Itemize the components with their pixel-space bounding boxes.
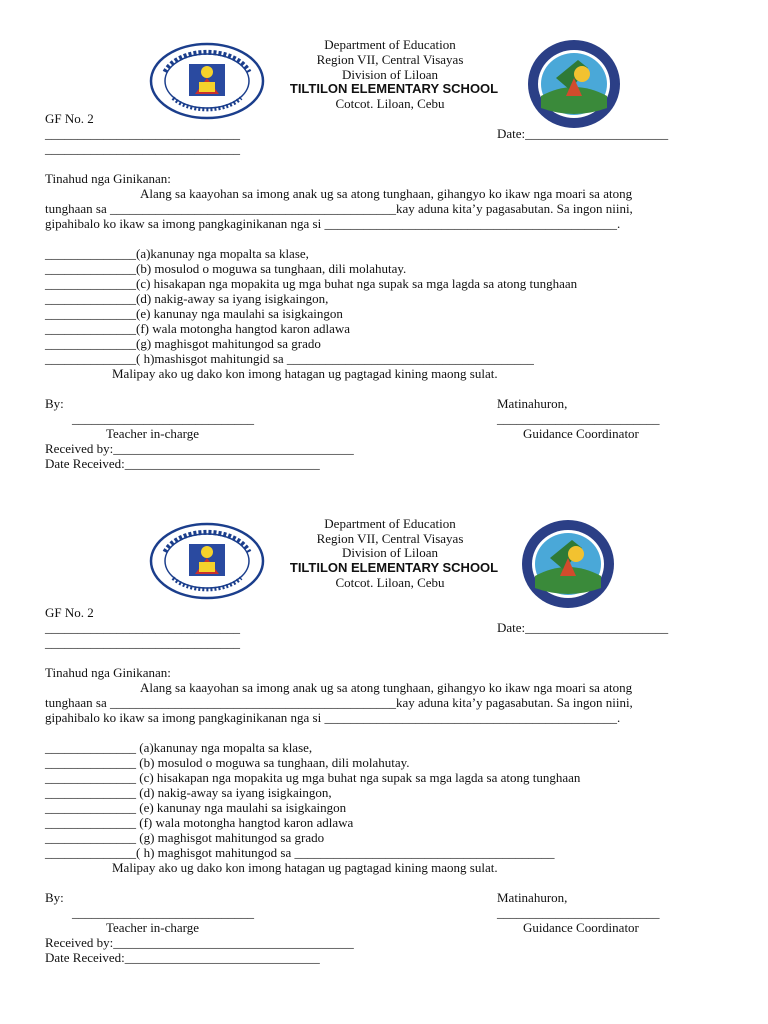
reason-item-h[interactable]: ______________( h)mashisgot mahitungid sa ______________________________________ (45, 351, 534, 366)
dept-name: Department of Education (324, 37, 456, 52)
reason-item-a[interactable]: ______________(a)kanunay nga mopalta sa klase, (45, 246, 309, 261)
reason-item-b[interactable]: ______________(b) mosulod o moguwa sa tunghaan, dili molahutay. (45, 261, 407, 276)
school-address: Cotcot. Liloan, Cebu (335, 575, 445, 590)
school-name: TILTILON ELEMENTARY SCHOOL (289, 560, 499, 575)
name-field-1[interactable]: ______________________________ (45, 126, 240, 141)
date-received-field[interactable]: Date Received:______________________________ (45, 456, 320, 471)
region-name: Region VII, Central Visayas (316, 531, 464, 546)
reason-item-f[interactable]: ______________(f) wala motongha hangtod karon adlawa (45, 321, 351, 336)
name-field-1[interactable]: ______________________________ (45, 620, 240, 635)
gf-number: GF No. 2 (45, 605, 94, 620)
school-address: Cotcot. Liloan, Cebu (335, 96, 445, 111)
guidance-signature-line[interactable]: _________________________ (497, 411, 660, 426)
teacher-label: Teacher in-charge (106, 426, 200, 441)
reason-item-a[interactable]: ______________ (a)kanunay nga mopalta sa klase, (45, 740, 313, 755)
paragraph-line-1: Alang sa kaayohan sa imong anak ug sa atong tunghaan, gihangyo ko ikaw nga moari sa atong (140, 186, 633, 201)
guidance-signature-line[interactable]: _________________________ (497, 905, 660, 920)
division-seal-icon (526, 38, 622, 130)
form-1 (0, 0, 768, 495)
school-name: TILTILON ELEMENTARY SCHOOL (289, 81, 499, 96)
teacher-label: Teacher in-charge (106, 920, 200, 935)
guidance-label: Guidance Coordinator (523, 920, 639, 935)
dept-name: Department of Education (324, 516, 456, 531)
reason-item-c[interactable]: ______________(c) hisakapan nga mopakita ug mga buhat nga supak sa mga lagda sa atong tunghaan (45, 276, 578, 291)
name-field-2[interactable]: ______________________________ (45, 141, 240, 156)
date-field[interactable]: Date:______________________ (497, 620, 669, 635)
date-field[interactable]: Date:______________________ (497, 126, 669, 141)
paragraph-line-2: tunghaan sa ____________________________________________kay aduna kita’y pagasabutan. Sa ingon niini, (45, 695, 633, 710)
reason-item-c[interactable]: ______________ (c) hisakapan nga mopakita ug mga buhat nga supak sa mga lagda sa atong tunghaan (45, 770, 581, 785)
paragraph-line-2: tunghaan sa ____________________________________________kay aduna kita’y pagasabutan. Sa ingon niini, (45, 201, 633, 216)
division-name: Division of Liloan (341, 67, 439, 82)
teacher-signature-line[interactable]: ____________________________ (72, 905, 254, 920)
reason-item-e[interactable]: ______________ (e) kanunay nga maulahi sa isigkaingon (45, 800, 347, 815)
reason-item-d[interactable]: ______________(d) nakig-away sa iyang isigkaingon, (45, 291, 329, 306)
reason-item-g[interactable]: ______________ (g) maghisgot mahitungod sa grado (45, 830, 325, 845)
reason-item-e[interactable]: ______________(e) kanunay nga maulahi sa isigkaingon (45, 306, 343, 321)
reason-item-h[interactable]: ______________( h) maghisgot mahitungod sa ________________________________________ (45, 845, 555, 860)
matinahuron-label: Matinahuron, (497, 890, 568, 905)
matinahuron-label: Matinahuron, (497, 396, 568, 411)
paragraph-line-1: Alang sa kaayohan sa imong anak ug sa atong tunghaan, gihangyo ko ikaw nga moari sa atong (140, 680, 633, 695)
division-name: Division of Liloan (341, 545, 439, 560)
region-name: Region VII, Central Visayas (316, 52, 464, 67)
reason-item-d[interactable]: ______________ (d) nakig-away sa iyang isigkaingon, (45, 785, 332, 800)
reason-item-g[interactable]: ______________(g) maghisgot mahitungod sa grado (45, 336, 321, 351)
received-by-field[interactable]: Received by:_____________________________________ (45, 441, 354, 456)
reason-item-f[interactable]: ______________ (f) wala motongha hangtod karon adlawa (45, 815, 354, 830)
reason-item-b[interactable]: ______________ (b) mosulod o moguwa sa tunghaan, dili molahutay. (45, 755, 410, 770)
closing-line: Malipay ako ug dako kon imong hatagan ug pagtagad kining maong sulat. (112, 860, 498, 875)
by-label: By: (45, 890, 64, 905)
salutation: Tinahud nga Ginikanan: (45, 171, 171, 186)
division-seal-icon (520, 518, 616, 610)
closing-line: Malipay ako ug dako kon imong hatagan ug pagtagad kining maong sulat. (112, 366, 498, 381)
date-received-field[interactable]: Date Received:______________________________ (45, 950, 320, 965)
deped-seal-icon (149, 42, 265, 120)
teacher-signature-line[interactable]: ____________________________ (72, 411, 254, 426)
gf-number: GF No. 2 (45, 111, 94, 126)
name-field-2[interactable]: ______________________________ (45, 635, 240, 650)
salutation: Tinahud nga Ginikanan: (45, 665, 171, 680)
paragraph-line-3: gipahibalo ko ikaw sa imong pangkaginikanan nga si _____________________________________________. (45, 710, 621, 725)
guidance-label: Guidance Coordinator (523, 426, 639, 441)
form-2 (0, 494, 768, 989)
by-label: By: (45, 396, 64, 411)
paragraph-line-3: gipahibalo ko ikaw sa imong pangkaginikanan nga si _____________________________________________. (45, 216, 621, 231)
received-by-field[interactable]: Received by:_____________________________________ (45, 935, 354, 950)
deped-seal-icon (149, 522, 265, 600)
